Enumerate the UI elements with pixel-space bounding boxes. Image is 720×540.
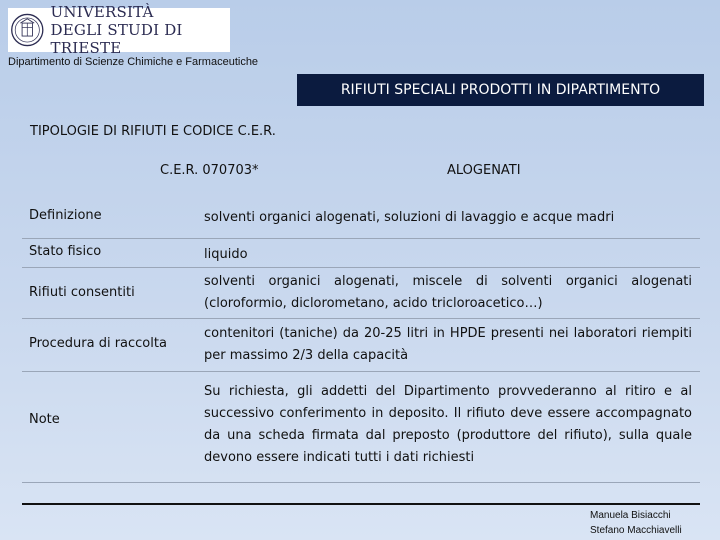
row-value: liquido bbox=[204, 247, 248, 262]
author-name: Stefano Macchiavelli bbox=[590, 525, 682, 536]
row-label: Procedura di raccolta bbox=[29, 336, 167, 351]
university-name bbox=[51, 3, 230, 57]
bottom-divider bbox=[22, 503, 700, 505]
table-row bbox=[22, 196, 700, 239]
university-logo bbox=[8, 3, 230, 57]
author-name: Manuela Bisiacchi bbox=[590, 510, 671, 521]
waste-info-table bbox=[22, 196, 700, 483]
university-line1: UNIVERSITÀ bbox=[50, 3, 154, 21]
row-label: Note bbox=[29, 412, 60, 427]
cer-code: C.E.R. 070703* bbox=[160, 163, 259, 178]
university-line2: DEGLI STUDI DI TRIESTE bbox=[50, 21, 183, 57]
row-value: solventi organici alogenati, miscele di solventi organici alogenati (cloroformio, diclorometano, acido tricloroacetico…) bbox=[204, 274, 692, 311]
table-row bbox=[22, 268, 700, 319]
section-title: TIPOLOGIE DI RIFIUTI E CODICE C.E.R. bbox=[30, 124, 276, 139]
row-label: Stato fisico bbox=[29, 244, 102, 259]
table-row bbox=[22, 319, 700, 372]
row-label: Rifiuti consentiti bbox=[29, 285, 135, 300]
row-label: Definizione bbox=[29, 208, 102, 223]
authors bbox=[590, 508, 682, 538]
page-title: RIFIUTI SPECIALI PRODOTTI IN DIPARTIMENTO bbox=[297, 74, 704, 106]
row-value: contenitori (taniche) da 20-25 litri in HPDE presenti nei laboratori riempiti per massimo 2/3 della capacità bbox=[204, 326, 692, 363]
table-row bbox=[22, 239, 700, 268]
table-row bbox=[22, 372, 700, 483]
department-name: Dipartimento di Scienze Chimiche e Farmaceutiche bbox=[8, 56, 259, 68]
university-seal-icon bbox=[10, 10, 45, 50]
row-value: Su richiesta, gli addetti del Dipartimento provvederanno al ritiro e al successivo conferimento in deposito. Il rifiuto deve essere accompagnato da una scheda firmata dal preposto (produttore del rifiuto), sulla quale devono essere indicati tutti i dati richiesti bbox=[204, 384, 692, 465]
cer-type: ALOGENATI bbox=[447, 163, 521, 178]
row-value: solventi organici alogenati, soluzioni di lavaggio e acque madri bbox=[204, 210, 615, 225]
